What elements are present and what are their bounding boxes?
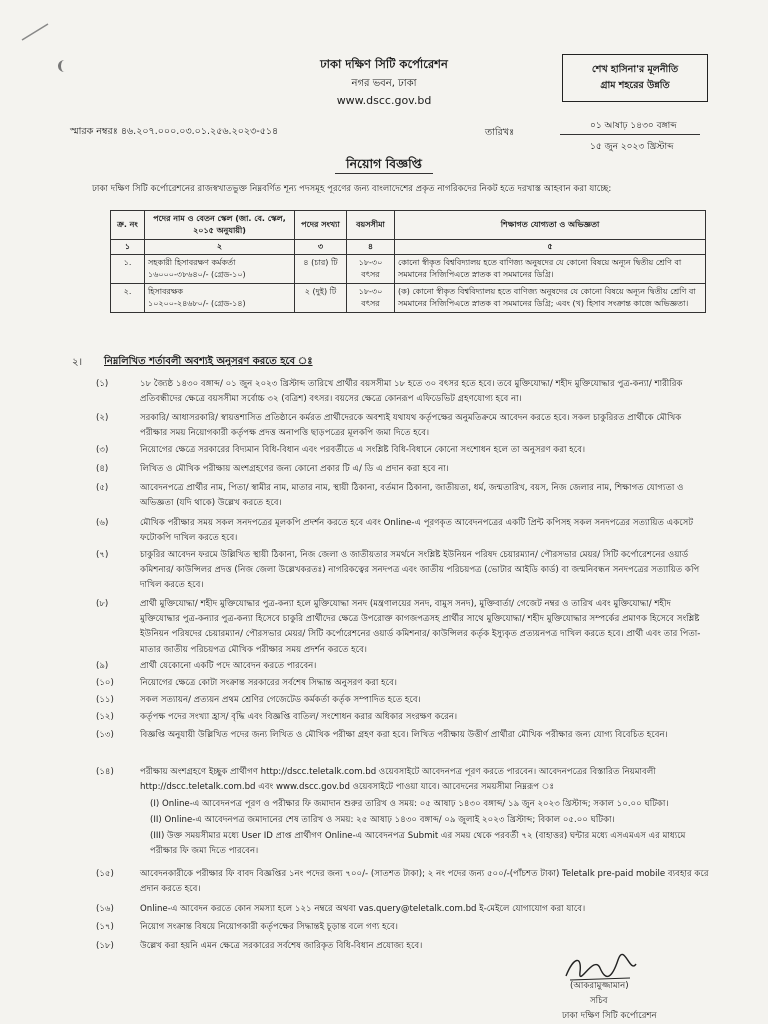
- column-number: ১: [111, 240, 145, 255]
- schedule-line: (II) Online-এ আবেদনপত্র জমাদানের শেষ তারিখ ও সময়: ২৫ আষাঢ় ১৪৩০ বঙ্গাব্দ/ ০৯ জুলাই ২০২৩ খ্রিস্টাব্দ; বিকাল ০৫.০০ ঘটিকা।: [150, 815, 615, 825]
- condition-text: সরকারি/ আধাসরকারি/ স্বায়ত্তশাসিত প্রতিষ্ঠানে কর্মরত প্রার্থীদেরকে অবশ্যই যথাযথ কর্তৃপক্ষের অনুমতিক্রমে আবেদন করতে হবে। সকল চাকুরিরত প্রার্থীকে মৌখিক পরীক্ষার সময় নিয়োগকারী কর্তৃপক্ষ প্রদত্ত অনাপত্তি ছাড়পত্রের মূলকপি জমা দিতে হবে।: [140, 413, 682, 439]
- org-address: নগর ভবন, ঢাকা: [351, 78, 417, 89]
- pen-stroke-mark: [20, 22, 50, 42]
- conditions-number: ২।: [72, 357, 83, 368]
- condition-text: নিয়োগ সংক্রান্ত বিষয়ে নিয়োগকারী কর্তৃপক্ষের সিদ্ধান্তই চূড়ান্ত বলে গণ্য হবে।: [140, 922, 398, 932]
- pay-scale: ১০২০০-২৪৬৮০/- (গ্রেড-১৪): [148, 299, 246, 308]
- post-cell: [145, 255, 295, 284]
- table-header: পদের সংখ্যা: [295, 211, 347, 240]
- post-name: সহকারী হিসাবরক্ষণ কর্মকর্তা: [148, 258, 236, 267]
- condition-text: প্রার্থী যেকোনো একটি পদে আবেদন করতে পারবেন।: [140, 661, 317, 671]
- condition-number: (১): [96, 379, 109, 389]
- signatory-name: (আকরামুজ্জামান): [570, 981, 629, 991]
- org-website: www.dscc.gov.bd: [336, 94, 432, 107]
- memo-number: স্মারক নম্বরঃ ৪৬.২০৭.০০০.০৩.০১.২৫৬.২০২৩-৫১৪: [70, 126, 279, 137]
- age-limit: ১৮-৩০ বৎসর: [347, 284, 395, 313]
- condition-number: (৪): [96, 464, 109, 474]
- table-row: [111, 255, 706, 284]
- condition-text: লিখিত ও মৌখিক পরীক্ষায় অংশগ্রহণের জন্য কোনো প্রকার টি এ/ ডি এ প্রদান করা হবে না।: [140, 464, 449, 474]
- condition-number: (১৩): [96, 730, 114, 740]
- post-cell: [145, 284, 295, 313]
- date-english: ১৫ জুন ২০২৩ খ্রিস্টাব্দ: [590, 142, 674, 152]
- condition-text: বিজ্ঞপ্তি অনুযায়ী উল্লিখিত পদের জন্য লিখিত ও মৌখিক পরীক্ষা গ্রহণ করা হবে। লিখিত পরীক্ষায় উত্তীর্ণ প্রার্থীরা মৌখিক পরীক্ষার জন্য যোগ্য বিবেচিত হবেন।: [140, 730, 668, 740]
- motto-line-2: গ্রাম শহরের উন্নতি: [600, 80, 670, 91]
- condition-text: আবেদনপত্রে প্রার্থীর নাম, পিতা/ স্বামীর নাম, মাতার নাম, স্থায়ী ঠিকানা, বর্তমান ঠিকানা, জাতীয়তা, ধর্ম, জন্মতারিখ, বয়স, নিজ জেলার নাম, শিক্ষাগত যোগ্যতা ও অভিজ্ঞতা (যদি থাকে) উল্লেখ করতে হবে।: [140, 483, 684, 509]
- condition-text: কর্তৃপক্ষ পদের সংখ্যা হ্রাস/ বৃদ্ধি এবং বিজ্ঞপ্তি বাতিল/ সংশোধন করার অধিকার সংরক্ষণ করেন।: [140, 712, 458, 722]
- signatory-org: ঢাকা দক্ষিণ সিটি কর্পোরেশন: [562, 1011, 657, 1021]
- column-number: ২: [145, 240, 295, 255]
- condition-number: (৬): [96, 518, 109, 528]
- condition-text: ১৮ জ্যৈষ্ঠ ১৪৩০ বঙ্গাব্দ/ ০১ জুন ২০২৩ খ্রিস্টাব্দ তারিখে প্রার্থীর বয়সসীমা ১৮ হতে ৩০ বৎসর হতে হবে। তবে মুক্তিযোদ্ধা/ শহীদ মুক্তিযোদ্ধার পুত্র-কন্যা/ শারীরিক প্রতিবন্ধীদের ক্ষেত্রে বয়সসীমা সর্বোচ্চ ৩২ (বত্রিশ) বৎসর। বয়সের ক্ষেত্রে কোনরূপ এফিডেভিট গ্রহণযোগ্য হবে না।: [140, 379, 683, 405]
- table-column-number-row: [111, 240, 706, 255]
- row-serial: ১.: [111, 255, 145, 284]
- title-underline: [335, 173, 433, 174]
- signatory-title: সচিব: [590, 996, 608, 1006]
- condition-number: (১৬): [96, 904, 114, 914]
- condition-number: (১৮): [96, 941, 114, 951]
- table-header: পদের নাম ও বেতন স্কেল (জা. বে. স্কেল, ২০১৫ অনুযায়ী): [145, 211, 295, 240]
- date-bangla: ০১ আষাঢ় ১৪৩০ বঙ্গাব্দ: [590, 121, 677, 131]
- condition-text: পরীক্ষায় অংশগ্রহণে ইচ্ছুক প্রার্থীগণ http://dscc.teletalk.com.bd ওয়েবসাইটে আবেদনপত্র পূরণ করতে পারবেন। আবেদনপত্রের বিস্তারিত নিয়মাবলী http://dscc.teletalk.com.bd এবং www.dscc.gov.bd ওয়েবসাইটে পাওয়া যাবে। আবেদনের সময়সীমা নিম্নরূপ ঃ: [140, 767, 656, 793]
- condition-number: (১১): [96, 695, 114, 705]
- table-header: ক্র. নং: [111, 211, 145, 240]
- condition-number: (৮): [96, 599, 109, 609]
- condition-number: (১২): [96, 712, 114, 722]
- motto-box: [562, 54, 708, 102]
- column-number: ৪: [347, 240, 395, 255]
- table-row: [111, 284, 706, 313]
- post-name: হিসাবরক্ষক: [148, 287, 184, 296]
- condition-text: নিয়োগের ক্ষেত্রে কোটা সংক্রান্ত সরকারের সর্বশেষ সিদ্ধান্ত অনুসরণ করা হবে।: [140, 678, 397, 688]
- condition-text: নিয়োগের ক্ষেত্রে সরকারের বিদ্যমান বিধি-বিধান এবং পরবর্তীতে এ সংশ্লিষ্ট বিধি-বিধানে কোনো সংশোধন হলে তা অনুসরণ করা হবে।: [140, 445, 586, 455]
- condition-text: প্রার্থী মুক্তিযোদ্ধা/ শহীদ মুক্তিযোদ্ধার পুত্র-কন্যা হলে মুক্তিযোদ্ধা সনদ (মন্ত্রণালয়ের সনদ, বামুস সনদ), মুক্তিবার্তা/ গেজেট নম্বর ও তারিখ এবং মুক্তিযোদ্ধা/ শহীদ মুক্তিযোদ্ধার পুত্র-কন্যার পুত্র-কন্যা হিসেবে চাকুরি প্রার্থীদের ক্ষেত্রে উপরোক্ত কাগজপত্রসহ প্রার্থীর সাথে মুক্তিযোদ্ধা/ শহীদ মুক্তিযোদ্ধার সম্পর্কের প্রমাণক হিসেবে সংশ্লিষ্ট ইউনিয়ন পরিষদের চেয়ারম্যান/ পৌরসভার মেয়র/ সিটি কর্পোরেশনের ওয়ার্ড কমিশনার/ কাউন্সিলর কর্তৃক ইস্যুকৃত প্রত্যয়নপত্র দাখিল করতে হবে। প্রার্থী এবং তার পিতা-মাতার জাতীয় পরিচয়পত্র মৌখিক পরীক্ষার সময় প্রদর্শন করতে হবে।: [140, 599, 701, 655]
- condition-text: চাকুরির আবেদন ফরমে উল্লিখিত স্থায়ী ঠিকানা, নিজ জেলা ও জাতীয়তার সমর্থনে সংশ্লিষ্ট ইউনিয়ন পরিষদ চেয়ারম্যান/ পৌরসভার মেয়র/ সিটি কর্পোরেশনের ওয়ার্ড কমিশনার/ কাউন্সিলর প্রদত্ত (নিজ জেলা উল্লেখকরতঃ) নাগরিকত্বের সনদপত্র এবং জাতীয় পরিচয়পত্র (ভোটার আইডি কার্ড) বা জন্মনিবন্ধন সনদপত্রের সত্যায়িত কপি দাখিল করতে হবে।: [140, 550, 700, 591]
- table-header: শিক্ষাগত যোগ্যতা ও অভিজ্ঞতা: [395, 211, 706, 240]
- condition-number: (১৭): [96, 922, 114, 932]
- motto-line-1: শেখ হাসিনা'র মূলনীতি: [591, 64, 679, 75]
- qualification: (ক) কোনো স্বীকৃত বিশ্ববিদ্যালয় হতে বাণিজ্য অনুষদের যে কোনো বিষয়ে অন্যূন দ্বিতীয় শ্রেণি বা সমমানের সিজিপিএতে স্নাতক বা সমমানের ডিগ্রি; এবং (খ) হিসাব সংক্রান্ত কাজে অভিজ্ঞতা।: [395, 284, 706, 313]
- vacancy-table: [110, 210, 706, 313]
- table-header-row: [111, 211, 706, 240]
- qualification: কোনো স্বীকৃত বিশ্ববিদ্যালয় হতে বাণিজ্য অনুষদের যে কোনো বিষয়ে অন্যূন দ্বিতীয় শ্রেণি বা সমমানের সিজিপিএতে স্নাতক বা সমমানের ডিগ্রি।: [395, 255, 706, 284]
- condition-number: (৭): [96, 550, 109, 560]
- date-divider: [560, 134, 700, 135]
- condition-text: আবেদনকারীকে পরীক্ষার ফি বাবদ বিজ্ঞপ্তির ১নং পদের জন্য ৭০০/- (সাতশত টাকা); ২ নং পদের জন্য ৫০০/-(পাঁচশত টাকা) Teletalk pre-paid mobile ব্যবহার করে প্রদান করতে হবে।: [140, 869, 709, 895]
- column-number: ৫: [395, 240, 706, 255]
- condition-number: (২): [96, 413, 109, 423]
- age-limit: ১৮-৩০ বৎসর: [347, 255, 395, 284]
- condition-text: Online-এ আবেদন করতে কোন সমস্যা হলে ১২১ নম্বরে অথবা vas.query@teletalk.com.bd ই-মেইলে যোগাযোগ করা যাবে।: [140, 904, 586, 914]
- column-number: ৩: [295, 240, 347, 255]
- row-serial: ২.: [111, 284, 145, 313]
- intro-paragraph: ঢাকা দক্ষিণ সিটি কর্পোরেশনের রাজস্বখাতভুক্ত নিম্নবর্ণিত শূন্য পদসমূহ পূরণের জন্য বাংলাদেশের প্রকৃত নাগরিকদের নিকট হতে দরখাস্ত আহবান করা যাচ্ছে:: [92, 184, 612, 194]
- schedule-line: (I) Online-এ আবেদনপত্র পূরণ ও পরীক্ষার ফি জমাদান শুরুর তারিখ ও সময়: ০৫ আষাঢ় ১৪৩০ বঙ্গাব্দ/ ১৯ জুন ২০২৩ খ্রিস্টাব্দ; সকাল ১০.০০ ঘটিকা।: [150, 799, 669, 809]
- pay-scale: ১৬০০০-৩৮৬৪০/- (গ্রেড-১০): [148, 270, 246, 279]
- condition-number: (১০): [96, 678, 114, 688]
- condition-text: মৌখিক পরীক্ষার সময় সকল সনদপত্রের মূলকপি প্রদর্শন করতে হবে এবং Online-এ পূরণকৃত আবেদনপত্রের একটি প্রিন্ট কপিসহ সকল সনদপত্রের সত্যায়িত একসেট ফটোকপি দাখিল করতে হবে।: [140, 518, 694, 544]
- conditions-heading: নিম্নলিখিত শর্তাবলী অবশ্যই অনুসরণ করতে হবে ঃ: [104, 356, 313, 367]
- condition-number: (১৫): [96, 869, 114, 879]
- condition-number: (১৪): [96, 767, 114, 777]
- condition-text: সকল সত্যায়ন/ প্রত্যয়ন প্রথম শ্রেণির গেজেটেড কর্মকর্তা কর্তৃক সম্পাদিত হতে হবে।: [140, 695, 421, 705]
- notice-title: নিয়োগ বিজ্ঞপ্তি: [346, 156, 422, 171]
- condition-number: (৫): [96, 483, 109, 493]
- schedule-line: (III) উক্ত সময়সীমার মধ্যে User ID প্রাপ্ত প্রার্থীগণ Online-এ আবেদনপত্র Submit এর সময় থেকে পরবর্তী ৭২ (বাহাত্তর) ঘন্টার মধ্যে এসএমএস এর মাধ্যমে পরীক্ষার ফি জমা দিতে পারবেন।: [150, 831, 686, 857]
- table-header: বয়সসীমা: [347, 211, 395, 240]
- post-count: ৪ (চার) টি: [295, 255, 347, 284]
- post-count: ২ (দুই) টি: [295, 284, 347, 313]
- condition-number: (৩): [96, 445, 109, 455]
- condition-number: (৯): [96, 661, 109, 671]
- condition-text: উল্লেখ করা হয়নি এমন ক্ষেত্রে সরকারের সর্বশেষ জারিকৃত বিধি-বিধান প্রযোজ্য হবে।: [140, 941, 423, 951]
- org-name: ঢাকা দক্ষিণ সিটি কর্পোরেশন: [320, 57, 448, 71]
- date-label: তারিখঃ: [485, 127, 515, 138]
